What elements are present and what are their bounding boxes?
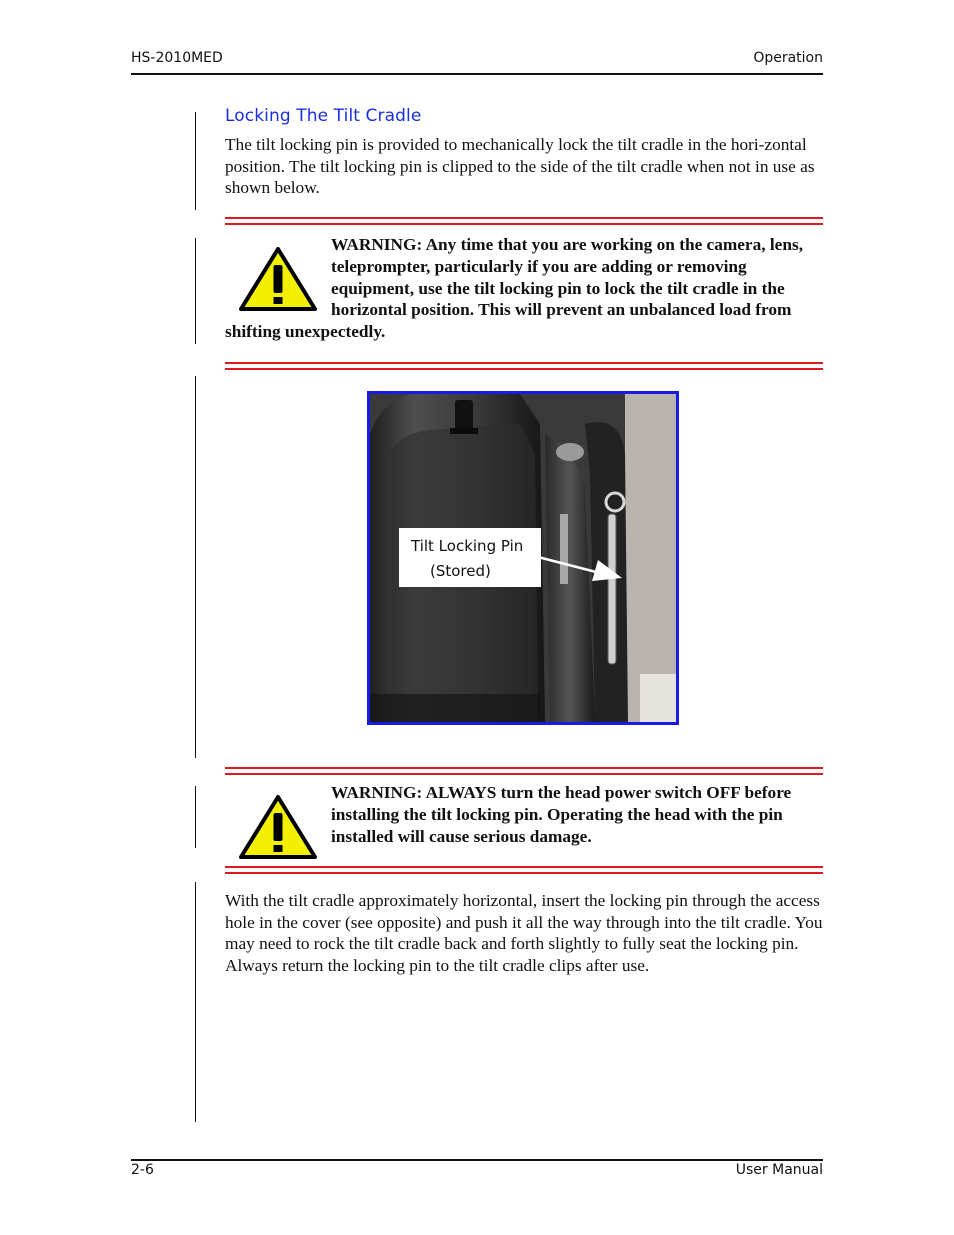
warning-text-1: WARNING: Any time that you are working on the camera, lens, teleprompter, particularly if you are adding or removing equipment, use the tilt locking pin to lock the tilt cradle in the horizontal position. This will prevent an unbalanced load from shifting unexpectedly.: [225, 235, 804, 342]
change-bar: [195, 112, 196, 210]
tilt-cradle-photo: [367, 391, 679, 725]
warning-rule-bottom: [225, 866, 823, 874]
warning-rule-top: [225, 767, 823, 775]
header-product-name: HS-2010MED: [131, 50, 223, 66]
header-rule: [131, 73, 823, 75]
change-bar: [195, 882, 196, 1122]
instructions-paragraph: With the tilt cradle approximately horizontal, insert the locking pin through the access hole in the cover (see opposite) and push it all the way through into the tilt cradle. You may need to rock the tilt cradle back and forth slightly to fully seat the locking pin. Always return the locking pin to the tilt cradle clips after use.: [225, 891, 823, 975]
callout-label-line2: (Stored): [430, 562, 491, 580]
figure-callout: [399, 528, 541, 587]
warning-rule-top: [225, 217, 823, 225]
page-number: 2-6: [131, 1162, 154, 1178]
change-bar: [195, 376, 196, 758]
warning-rule-bottom: [225, 362, 823, 370]
footer-rule: [131, 1159, 823, 1161]
intro-paragraph: The tilt locking pin is provided to mechanically lock the tilt cradle in the hori-zontal position. The tilt locking pin is clipped to the side of the tilt cradle when not in use as shown below.: [225, 135, 815, 198]
section-title: Locking The Tilt Cradle: [225, 106, 422, 126]
warning-block-1: [225, 234, 825, 343]
change-bar: [195, 786, 196, 848]
change-bar: [195, 238, 196, 344]
warning-text-2: WARNING: ALWAYS turn the head power switch OFF before installing the tilt locking pin. Operating the head with the pin installed will cause serious damage.: [331, 783, 792, 846]
warning-block-2: [225, 782, 825, 868]
callout-label-line1: Tilt Locking Pin: [411, 537, 524, 555]
header-chapter-name: Operation: [753, 50, 823, 66]
footer-document-name: User Manual: [735, 1162, 823, 1178]
